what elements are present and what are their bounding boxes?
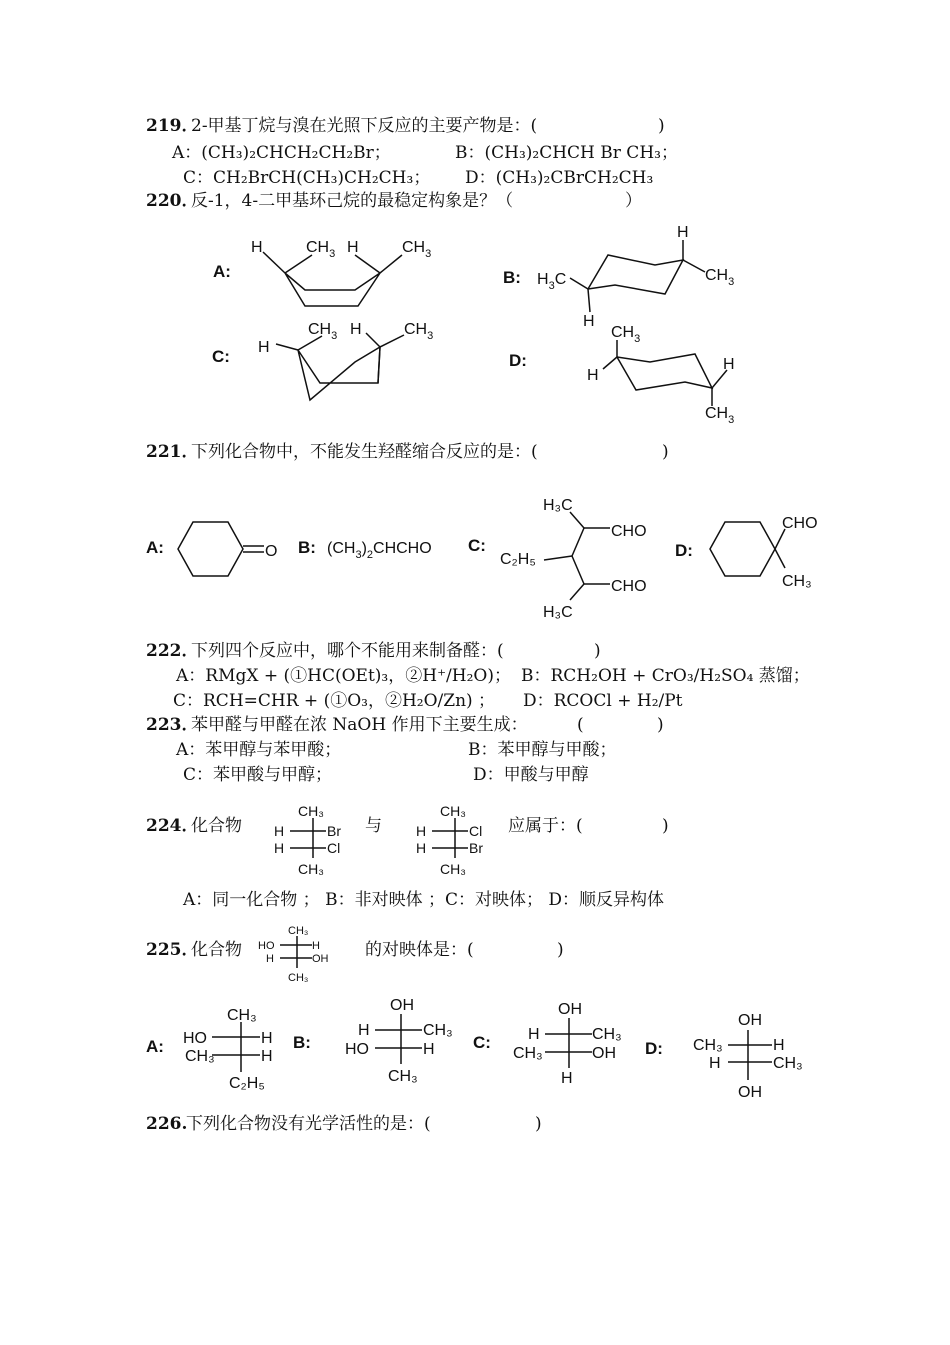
q221-structure-d [710,515,818,590]
q224-paren: ) [662,816,669,836]
q221-label-a: A: [146,538,164,557]
svg-text:CHO: CHO [611,523,647,540]
q225-fischer-b [345,997,453,1085]
svg-text:CH₃: CH₃ [440,803,466,819]
q220-label-c: C: [212,347,230,366]
svg-text:CH3: $CH_3$ [611,324,641,345]
q220-structure-d [587,324,735,426]
q225-fischer-small [258,925,329,984]
q221-structure-b [327,540,432,561]
q226-stem: 下列化合物没有光学活性的是：( [186,1114,431,1134]
q220-label-b: B: [503,268,521,287]
q225-fischer-a [183,1007,273,1092]
svg-text:H: H [274,840,285,856]
q220-structure-b [537,224,734,330]
q224-stem-2: 与 [365,816,382,836]
svg-text:OH: OH [390,997,414,1014]
q225-paren: ) [557,940,564,960]
svg-text:H: H [416,823,427,839]
q219-option-c: C：CH₂BrCH(CH₃)CH₂CH₃； [183,168,431,188]
svg-text:H: H [258,339,270,356]
q223-option-b: B：苯甲醇与甲酸； [468,740,617,760]
q220-structure-c [258,321,433,400]
q224-fischer-1 [274,803,341,877]
svg-text:CH₃: CH₃ [388,1068,418,1085]
svg-text:H: H [773,1037,785,1054]
q223-number: 223． [146,715,199,735]
svg-text:H: H [347,239,359,256]
svg-text:HO: HO [345,1041,369,1058]
q222-option-d: D：RCOCl + H₂/Pt [523,691,683,711]
svg-text:Cl: Cl [469,823,483,839]
svg-text:H: H [723,356,735,373]
svg-text:H: H [312,940,320,952]
q223-paren: ) [657,715,664,735]
svg-text:CH3: $CH_3$ [705,267,735,288]
svg-text:H: H [350,321,362,338]
q226-paren: ) [535,1114,542,1134]
svg-text:H: H [587,367,599,384]
q222-option-c: C：RCH=CHR + (①O₃，②H₂O/Zn) ； [173,691,496,711]
svg-text:C₂H₅: C₂H₅ [229,1075,265,1092]
q219-stem: 2-甲基丁烷与溴在光照下反应的主要产物是：( [191,116,538,136]
svg-text:HO: HO [258,940,275,952]
q225-fischer-d [693,1012,803,1101]
svg-text:CH₃: CH₃ [693,1037,723,1054]
q225-fischer-c [513,1001,622,1087]
q221-stem: 下列化合物中，不能发生羟醛缩合反应的是：( [191,442,538,462]
q222-stem: 下列四个反应中，哪个不能用来制备醛：( [191,641,504,661]
svg-text:O: O [265,543,278,560]
q222-number: 222． [146,641,199,661]
svg-text:H: H [251,239,263,256]
q225-number: 225． [146,940,199,960]
svg-text:OH: OH [738,1084,762,1101]
svg-text:H: H [561,1070,573,1087]
svg-text:CH₃: CH₃ [298,803,324,819]
q225-label-c: C: [473,1033,491,1052]
svg-text:CH3: $CH_3$ [306,239,336,260]
q224-options: A：同一化合物 ； B：非对映体 ；C：对映体； D：顺反异构体 [183,890,665,910]
q219-option-a: A：(CH₃)₂CHCH₂CH₂Br； [172,143,391,163]
q219-number: 219． [146,116,199,136]
svg-text:H: H [261,1030,273,1047]
q221-structure-a [178,522,277,576]
q225-stem-2: 的对映体是：( [365,940,474,960]
q225-label-a: A: [146,1037,164,1056]
svg-text:CHO: CHO [611,578,647,595]
svg-text:CH₃: CH₃ [298,861,324,877]
q221-label-c: C: [468,536,486,555]
q224-stem-1: 化合物 [191,816,242,836]
svg-text:OH: OH [558,1001,582,1018]
svg-text:CH3: $CH_3$ [402,239,432,260]
q220-label-a: A: [213,262,231,281]
q222-option-b: B：RCH₂OH + CrO₃/H₂SO₄ 蒸馏； [521,666,810,686]
svg-text:CHO: CHO [782,515,818,532]
svg-text:Br: Br [469,840,483,856]
svg-text:HO: HO [183,1030,207,1047]
q223-paren-open: ( [577,715,584,735]
svg-text:OH: OH [312,953,329,965]
q223-stem: 苯甲醛与甲醛在浓 NaOH 作用下主要生成： [191,715,528,735]
q222-option-a: A：RMgX + (①HC(OEt)₃，②H⁺/H₂O)； [176,666,511,686]
svg-text:H: H [261,1048,273,1065]
q219-paren: ) [658,116,665,136]
svg-text:CH₃: CH₃ [423,1022,453,1039]
q220-stem: 反-1，4-二甲基环己烷的最稳定构象是？（ [191,191,514,211]
svg-text:H: H [416,840,427,856]
svg-text:Cl: Cl [327,840,341,856]
q221-label-d: D: [675,541,693,560]
svg-text:CH3: $CH_3$ [404,321,434,342]
q224-number: 224． [146,816,199,836]
svg-text:H: H [677,224,689,241]
svg-text:H: H [423,1041,435,1058]
svg-text:CH3: $CH_3$ [705,405,735,426]
svg-text:H₃C: H₃C [543,604,573,621]
svg-text:H: H [583,313,595,330]
svg-text:CH3: $CH_3$ [308,321,338,342]
svg-text:H: H [274,823,285,839]
svg-text:OH: OH [738,1012,762,1029]
svg-text:CH₃: CH₃ [288,925,309,937]
q221-structure-c [500,497,647,621]
q220-paren: ） [625,191,642,211]
q226-number: 226. [146,1114,188,1134]
svg-text:H: H [528,1026,540,1043]
svg-text:C₂H₅: C₂H₅ [500,551,536,568]
svg-text:(CH3)2CHCHO: $(CH_3)_2CHCHO$ [327,540,432,561]
q223-option-c: C：苯甲酸与甲醇； [183,765,333,785]
svg-text:H: H [358,1022,370,1039]
q223-option-a: A：苯甲醇与苯甲酸； [176,740,342,760]
q224-stem-3: 应属于：( [508,816,583,836]
q225-label-b: B: [293,1033,311,1052]
q222-paren: ) [594,641,601,661]
svg-text:H: H [709,1055,721,1072]
svg-text:CH₃: CH₃ [288,972,309,984]
q223-option-d: D：甲酸与甲醇 [473,765,589,785]
q220-structure-a [251,239,431,306]
svg-text:CH₃: CH₃ [185,1048,215,1065]
q225-stem-1: 化合物 [191,940,242,960]
q225-label-d: D: [645,1039,663,1058]
q220-label-d: D: [509,351,527,370]
q221-number: 221． [146,442,199,462]
q221-paren: ) [662,442,669,462]
q221-label-b: B: [298,538,316,557]
svg-text:CH₃: CH₃ [513,1045,543,1062]
svg-text:CH₃: CH₃ [773,1055,803,1072]
svg-text:CH₃: CH₃ [227,1007,257,1024]
svg-text:H: H [266,953,274,965]
svg-text:Br: Br [327,823,341,839]
svg-text:H3C: $H_3C$ [537,271,567,292]
svg-text:H₃C: H₃C [543,497,573,514]
q219-option-b: B：(CH₃)₂CHCH Br CH₃； [455,143,678,163]
q219-option-d: D：(CH₃)₂CBrCH₂CH₃ [465,168,654,188]
svg-text:OH: OH [592,1045,616,1062]
svg-text:CH₃: CH₃ [592,1026,622,1043]
svg-text:CH₃: CH₃ [782,573,812,590]
q224-fischer-2 [416,803,483,877]
q220-number: 220． [146,191,199,211]
svg-text:CH₃: CH₃ [440,861,466,877]
